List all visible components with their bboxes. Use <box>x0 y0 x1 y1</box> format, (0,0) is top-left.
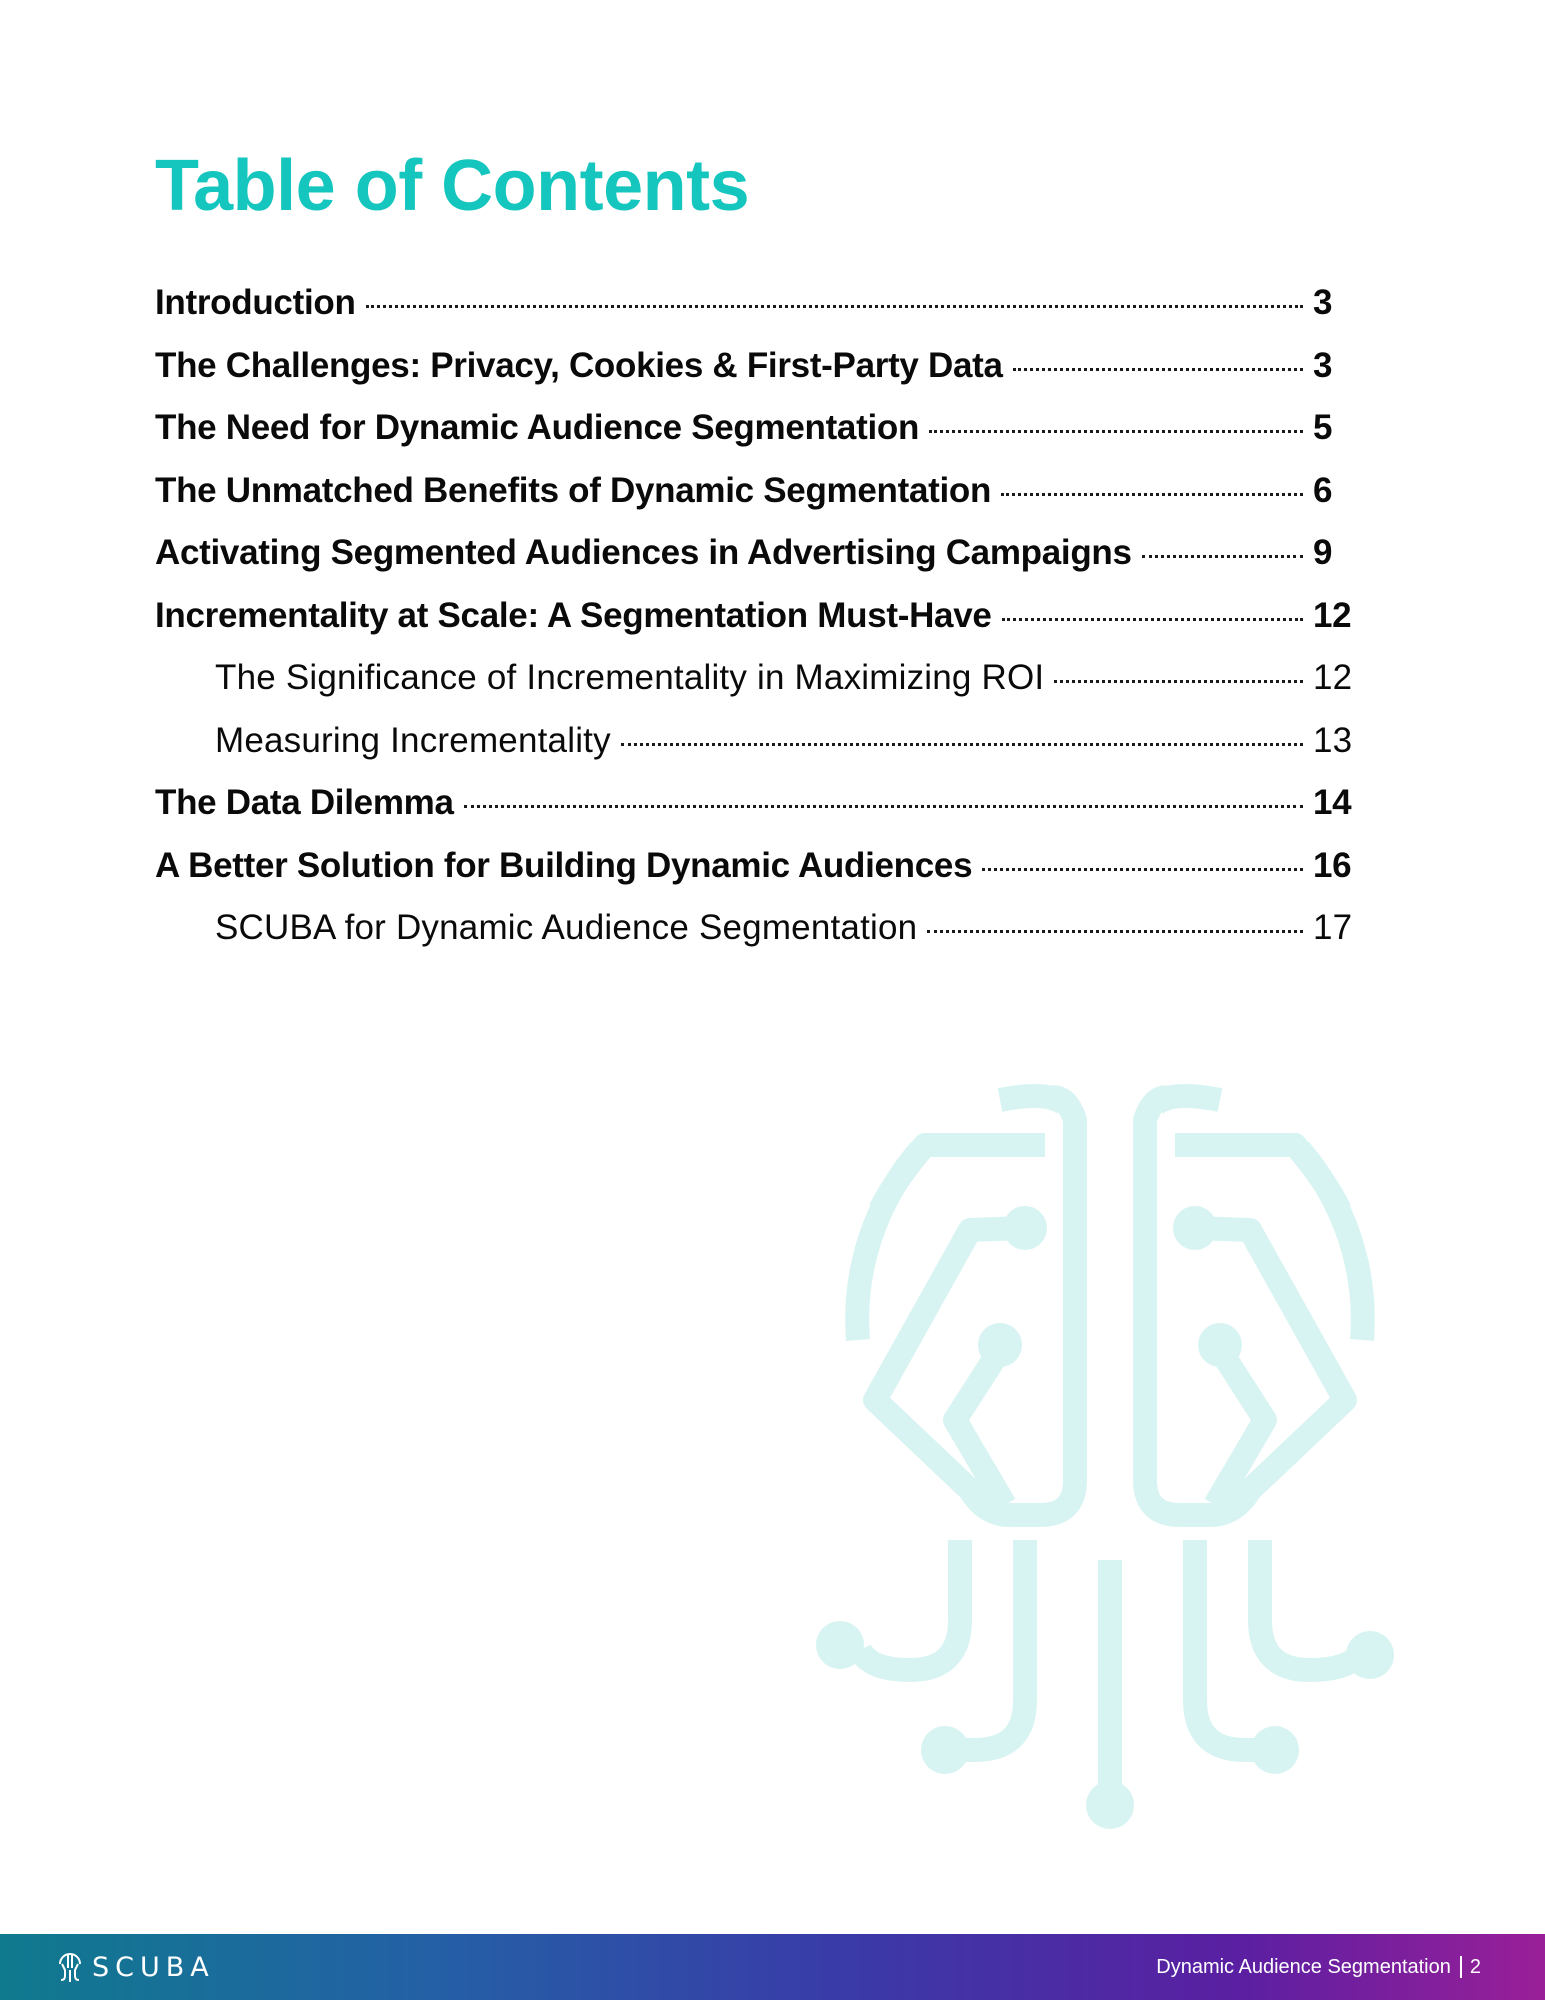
toc-page-number: 17 <box>1313 908 1353 947</box>
toc-entry[interactable] <box>155 522 1355 585</box>
footer-document-info <box>1156 1934 1481 2000</box>
toc-entry[interactable] <box>155 397 1355 460</box>
toc-entry[interactable] <box>155 835 1355 898</box>
toc-page-number: 9 <box>1313 533 1333 572</box>
toc-page-number: 16 <box>1313 845 1352 885</box>
toc-entry-label: Measuring Incrementality <box>215 720 611 760</box>
toc-entry[interactable] <box>155 772 1355 835</box>
jellyfish-circuit-watermark-icon <box>800 1060 1420 1840</box>
page-footer <box>0 1934 1545 2000</box>
toc-page-number: 6 <box>1313 470 1333 510</box>
footer-divider <box>1460 1956 1462 1978</box>
toc-entry-label: The Need for Dynamic Audience Segmentation <box>155 408 920 447</box>
toc-subentry[interactable] <box>155 647 1355 710</box>
toc-dot-leader <box>621 743 1303 746</box>
toc-entry-label: The Unmatched Benefits of Dynamic Segmentation <box>155 470 992 510</box>
toc-page-number: 13 <box>1313 720 1353 760</box>
toc-entry-label: Introduction <box>155 283 356 322</box>
logo-wordmark: SCUBA <box>92 1951 215 1983</box>
toc-entry[interactable] <box>155 585 1355 648</box>
toc-dot-leader <box>1001 493 1303 496</box>
toc-page-number: 5 <box>1313 408 1333 447</box>
toc-dot-leader <box>929 430 1303 433</box>
toc-entry-label: SCUBA for Dynamic Audience Segmentation <box>215 908 918 947</box>
toc-page-number: 12 <box>1313 595 1352 635</box>
toc-entry[interactable] <box>155 335 1355 398</box>
toc-entry-label: The Significance of Incrementality in Maximizing ROI <box>215 658 1045 697</box>
toc-page-number: 3 <box>1313 345 1333 385</box>
toc-page-number: 12 <box>1313 658 1353 697</box>
toc-entry-label: The Data Dilemma <box>155 783 454 822</box>
toc-subentry[interactable] <box>155 897 1355 960</box>
toc-entry-label: Incrementality at Scale: A Segmentation Must-Have <box>155 595 992 635</box>
toc-dot-leader <box>464 805 1303 808</box>
toc-dot-leader <box>927 930 1303 933</box>
toc-dot-leader <box>366 305 1303 308</box>
toc-dot-leader <box>1054 680 1303 683</box>
document-title: Dynamic Audience Segmentation <box>1156 1955 1451 1978</box>
toc-subentry[interactable] <box>155 710 1355 773</box>
toc-entry-label: A Better Solution for Building Dynamic Audiences <box>155 845 973 885</box>
toc-page-number: 3 <box>1313 283 1333 322</box>
toc-entry[interactable] <box>155 272 1355 335</box>
toc-dot-leader <box>1002 618 1303 621</box>
toc-dot-leader <box>982 868 1303 871</box>
jellyfish-icon <box>56 1950 84 1984</box>
page-title: Table of Contents <box>155 146 750 226</box>
page-number: 2 <box>1469 1955 1481 1978</box>
table-of-contents <box>155 272 1355 960</box>
toc-page-number: 14 <box>1313 783 1352 822</box>
toc-entry[interactable] <box>155 460 1355 523</box>
toc-dot-leader <box>1013 368 1303 371</box>
toc-entry-label: Activating Segmented Audiences in Advertising Campaigns <box>155 533 1132 572</box>
toc-entry-label: The Challenges: Privacy, Cookies & First-Party Data <box>155 345 1003 385</box>
toc-dot-leader <box>1142 555 1303 558</box>
scuba-logo <box>56 1948 215 1986</box>
